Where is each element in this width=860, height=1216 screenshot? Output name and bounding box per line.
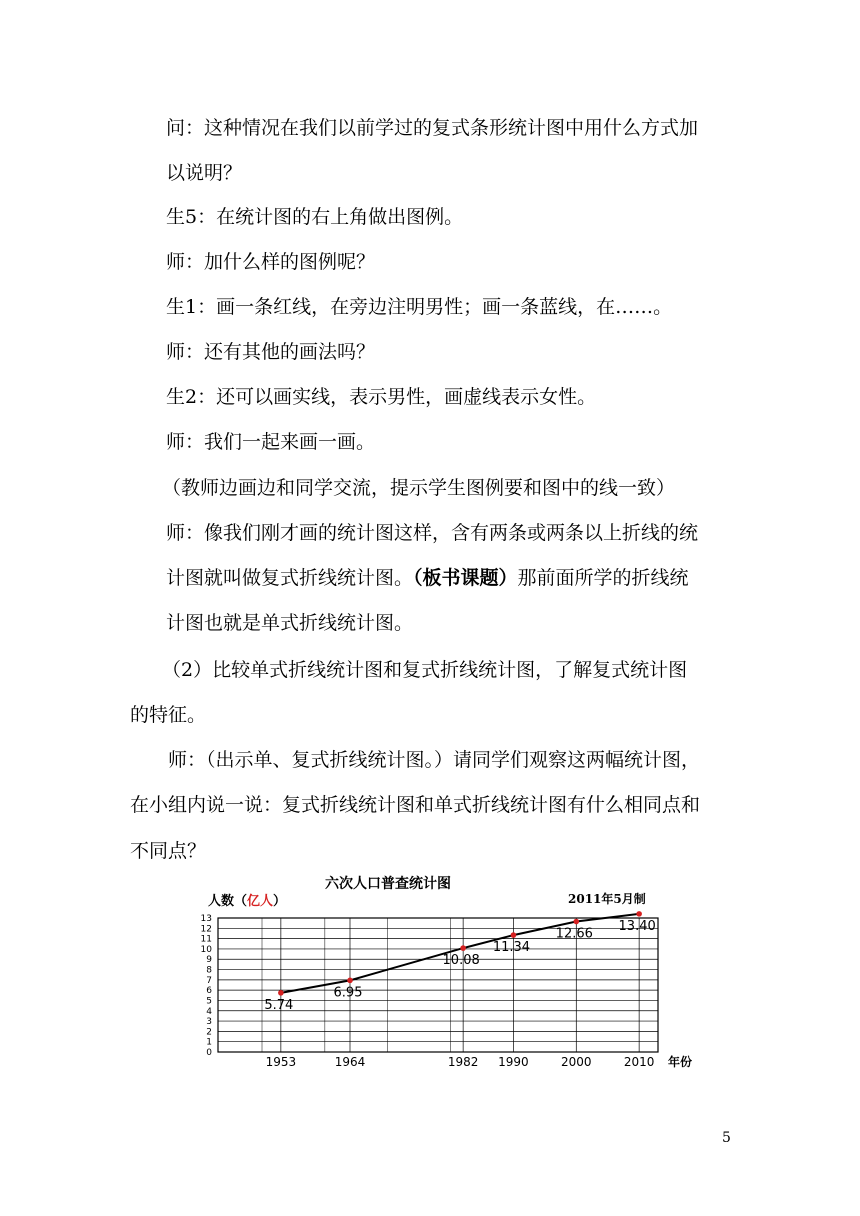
x-tick-label: 1964 <box>334 1055 366 1069</box>
data-label: 6.95 <box>333 985 363 1001</box>
paragraph-line: 生1：画一条红线，在旁边注明男性；画一条蓝线，在……。 <box>166 296 673 318</box>
paragraph-line: 在小组内说一说：复式折线统计图和单式折线统计图有什么相同点和 <box>130 794 701 816</box>
data-label: 13.40 <box>618 918 656 934</box>
inline-text: 那前面所学的折线统 <box>517 567 689 589</box>
paragraph-line: 不同点？ <box>130 840 207 862</box>
paragraph-line: （教师边画边和同学交流，提示学生图例要和图中的线一致） <box>162 477 676 499</box>
paragraph-line: 计图也就是单式折线统计图。 <box>166 612 414 634</box>
y-tick-label: 1 <box>206 1037 212 1048</box>
y-tick-label: 13 <box>200 914 212 924</box>
board-title-label: （板书课题） <box>413 567 518 589</box>
y-axis-label-suffix: ） <box>273 894 287 909</box>
y-tick-label: 11 <box>200 934 212 945</box>
x-tick-label: 1990 <box>498 1055 529 1069</box>
y-tick-label: 0 <box>206 1048 212 1058</box>
paragraph-line: 问：这种情况在我们以前学过的复式条形统计图中用什么方式加 <box>166 117 699 139</box>
x-axis-label: 年份 <box>668 1055 693 1069</box>
y-axis-label <box>208 893 286 909</box>
paragraph-line: 师：加什么样的图例呢？ <box>166 251 376 273</box>
y-tick-label: 8 <box>206 965 212 976</box>
chart-note: 2011年5月制 <box>568 892 646 906</box>
chart-title: 六次人口普查统计图 <box>325 876 451 892</box>
data-point <box>636 911 642 917</box>
y-tick-label: 12 <box>200 924 212 935</box>
paragraph-line: 以说明？ <box>166 162 243 184</box>
paragraph-line: 师：还有其他的画法吗？ <box>166 341 376 363</box>
paragraph-line: 师：我们一起来画一画。 <box>166 431 376 453</box>
data-point <box>347 978 353 984</box>
y-axis-label-prefix: 人数（ <box>208 894 248 909</box>
paragraph-line: 生2：还可以画实线，表示男性，画虚线表示女性。 <box>166 386 597 408</box>
y-tick-label: 9 <box>206 955 212 966</box>
y-tick-label: 5 <box>206 996 212 1007</box>
paragraph-line: 的特征。 <box>130 704 207 726</box>
data-point <box>278 990 284 996</box>
page-number: 5 <box>722 1130 731 1146</box>
data-label: 12.66 <box>555 926 593 942</box>
x-tick-label: 1953 <box>265 1055 297 1069</box>
y-tick-label: 7 <box>206 975 212 986</box>
data-point <box>511 932 517 938</box>
paragraph-line: 师：像我们刚才画的统计图这样，含有两条或两条以上折线的统 <box>166 522 699 544</box>
section-heading: （2）比较单式折线统计图和复式折线统计图，了解复式统计图 <box>162 659 688 681</box>
paragraph-line: 师：（出示单、复式折线统计图。）请同学们观察这两幅统计图， <box>168 749 701 771</box>
paragraph-line <box>166 566 689 590</box>
x-tick-label: 2010 <box>623 1055 655 1069</box>
data-label: 10.08 <box>442 953 480 969</box>
y-tick-label: 3 <box>206 1017 212 1028</box>
data-label: 11.34 <box>492 940 531 956</box>
inline-text: 计图就叫做复式折线统计图。 <box>166 567 414 589</box>
y-tick-label: 2 <box>206 1027 212 1038</box>
x-tick-label: 2000 <box>561 1055 592 1069</box>
y-tick-label: 6 <box>206 986 212 997</box>
y-axis-unit: 亿人 <box>247 894 274 909</box>
data-point <box>460 945 466 951</box>
y-tick-label: 4 <box>206 1006 212 1017</box>
population-census-chart <box>180 868 700 1073</box>
y-tick-label: 10 <box>200 944 212 955</box>
data-label: 5.74 <box>264 997 294 1013</box>
data-point <box>573 919 579 925</box>
paragraph-line: 生5：在统计图的右上角做出图例。 <box>166 206 464 228</box>
line-chart <box>180 868 700 1073</box>
x-tick-label: 1982 <box>447 1055 479 1069</box>
